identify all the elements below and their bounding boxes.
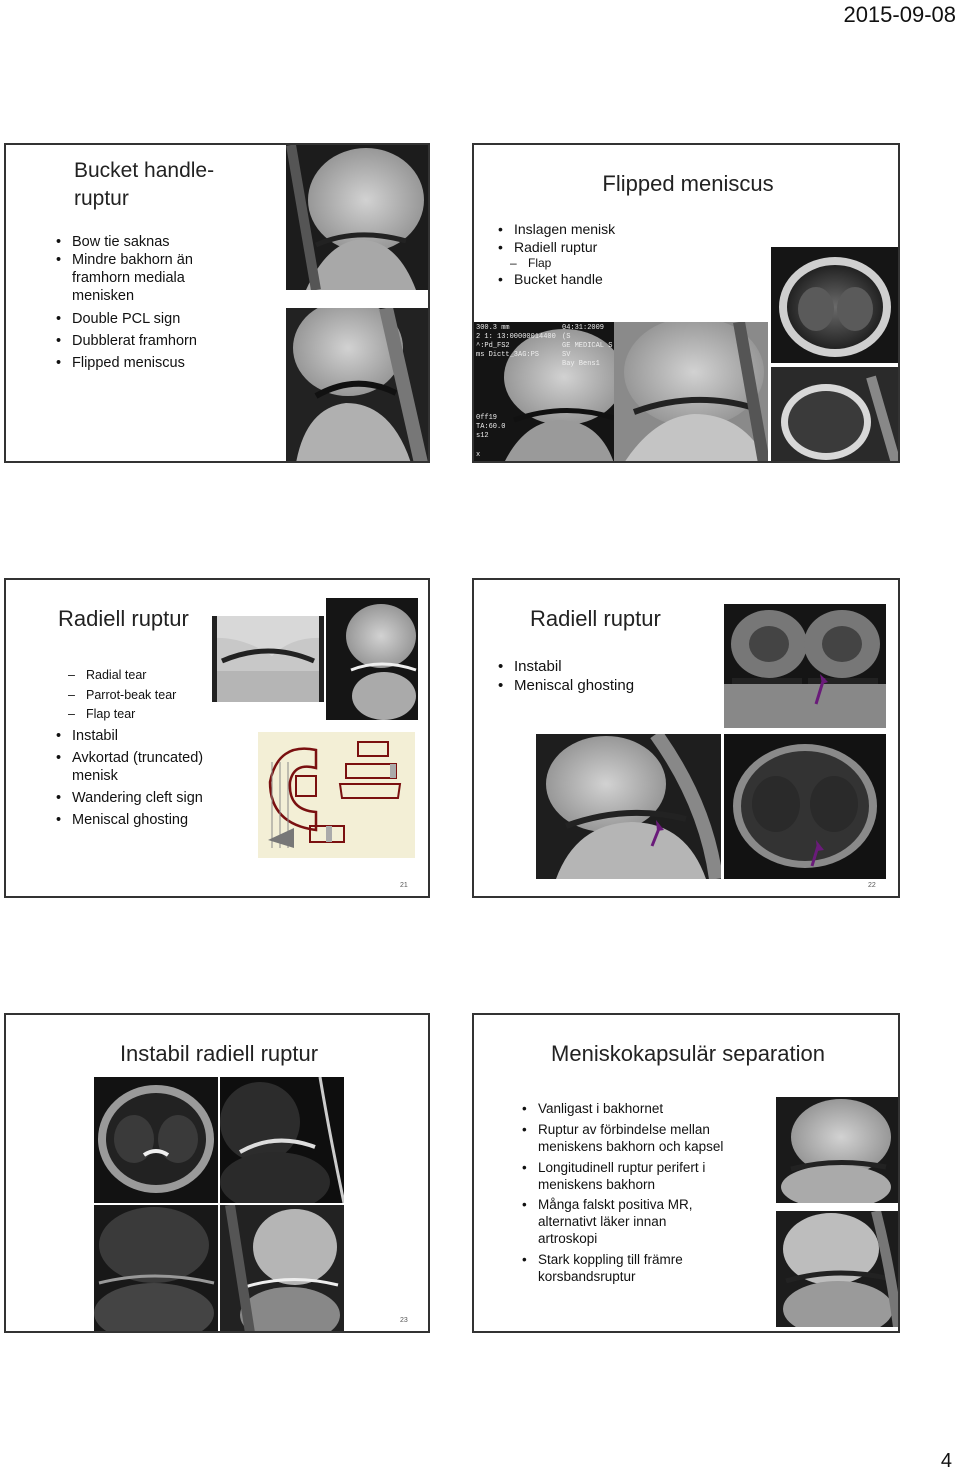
- bullet-item: • Flipped meniscus: [56, 354, 232, 372]
- bullet-list: [522, 1101, 772, 1286]
- page-number: 4: [940, 1450, 952, 1472]
- mri-axial-image: [94, 1077, 218, 1203]
- bullet-list: [56, 668, 232, 830]
- bullet-continuation: framhorn mediala: [72, 270, 185, 287]
- mri-sagittal-image: [776, 1211, 898, 1327]
- overlay-text-bottom: 0ff19 TA:60.0 s12 x: [476, 414, 506, 460]
- sub-bullet-item: – Radial tear: [56, 668, 232, 684]
- mri-sagittal-image: [326, 598, 418, 720]
- mri-coronal-image: [212, 616, 324, 702]
- mri-axial-image: [771, 247, 900, 363]
- bullet-item: • Double PCL sign: [56, 310, 232, 328]
- bullet-item: • Longitudinell ruptur perifert i: [522, 1160, 772, 1177]
- mri-sagittal-image: [614, 322, 768, 463]
- bullet-item: • Dubblerat framhorn: [56, 332, 232, 350]
- mri-sagittal-image: [286, 145, 430, 290]
- header-date: 2015-09-08: [843, 2, 956, 27]
- bullet-list: [498, 221, 615, 289]
- bullet-list: [56, 233, 232, 372]
- slide-title: Flipped meniscus: [602, 171, 774, 196]
- sub-bullet-item: – Parrot-beak tear: [56, 688, 232, 704]
- slide-radiell-ruptur-2: [472, 578, 900, 898]
- bullet-continuation: menisken: [72, 288, 135, 305]
- overlay-text-left: 300.3 mm 2 1: 13:00000014400 ^:Pd_FS2 ms Dictt_3AG:PS: [476, 324, 556, 360]
- bullet-continuation: meniskens bakhorn och kapsel: [538, 1138, 724, 1154]
- bullet-item: • Instabil: [56, 727, 232, 745]
- slide-instabil-radiell-ruptur: [4, 1013, 430, 1333]
- bullet-continuation: meniskens bakhorn: [538, 1176, 656, 1192]
- bullet-continuation: korsbandsruptur: [538, 1268, 636, 1284]
- bullet-continuation: alternativt läker innan: [538, 1214, 667, 1230]
- slide-title: Radiell ruptur: [58, 606, 189, 631]
- bullet-list: [498, 658, 634, 696]
- slide-bucket-handle: [4, 143, 430, 463]
- slide-radiell-ruptur-1: [4, 578, 430, 898]
- bullet-item: • Instabil: [498, 658, 634, 677]
- bullet-item: • Många falskt positiva MR,: [522, 1197, 772, 1214]
- mri-axial-image: [724, 734, 886, 879]
- slide-meniskokapsular-separation: [472, 1013, 900, 1333]
- mri-sagittal-image: [220, 1077, 344, 1203]
- slide-title: Meniskokapsulär separation: [551, 1041, 825, 1066]
- bullet-item: • Mindre bakhorn än: [56, 251, 232, 269]
- mri-sagittal-annotated-image: [474, 322, 614, 463]
- bullet-item: • Wandering cleft sign: [56, 789, 232, 807]
- mri-sagittal-image: [776, 1097, 898, 1203]
- slide-title: Instabil radiell ruptur: [119, 1041, 319, 1066]
- bullet-item: • Stark koppling till främre: [522, 1252, 772, 1269]
- bullet-item: • Avkortad (truncated): [56, 749, 232, 767]
- slide-number: 22: [868, 882, 876, 889]
- bullet-item: • Meniscal ghosting: [498, 677, 634, 696]
- bullet-item: • Ruptur av förbindelse mellan: [522, 1122, 772, 1139]
- mri-sagittal-image: [220, 1205, 344, 1333]
- bullet-item: • Meniscal ghosting: [56, 811, 232, 829]
- slide-title: Radiell ruptur: [530, 606, 661, 631]
- bullet-item: • Bow tie saknas: [56, 233, 232, 251]
- bullet-item: • Inslagen menisk: [498, 221, 615, 239]
- title-line-1: Bucket handle-: [74, 159, 215, 182]
- meniscus-tear-diagram: [258, 732, 415, 858]
- title-line-2: ruptur: [74, 187, 129, 210]
- slide-number: 23: [400, 1317, 408, 1324]
- mri-sagittal-image: [94, 1205, 218, 1333]
- bullet-continuation: artroskopi: [538, 1231, 598, 1247]
- mri-axial-image: [771, 367, 900, 463]
- overlay-text-right: 04:31:2009 (S GE MEDICAL S SV Bay Bens1: [562, 324, 613, 369]
- mri-sagittal-image: [536, 734, 721, 879]
- sub-bullet-item: – Flap: [498, 256, 615, 271]
- sub-bullet-item: – Flap tear: [56, 707, 232, 723]
- mri-coronal-image: [724, 604, 886, 728]
- slide-number: 21: [400, 882, 408, 889]
- bullet-item: • Bucket handle: [498, 271, 615, 289]
- slide-title: [74, 157, 214, 213]
- mri-sagittal-image: [286, 308, 430, 463]
- bullet-item: • Radiell ruptur: [498, 239, 615, 257]
- bullet-continuation: menisk: [72, 768, 118, 785]
- slide-flipped-meniscus: [472, 143, 900, 463]
- bullet-item: • Vanligast i bakhornet: [522, 1101, 772, 1118]
